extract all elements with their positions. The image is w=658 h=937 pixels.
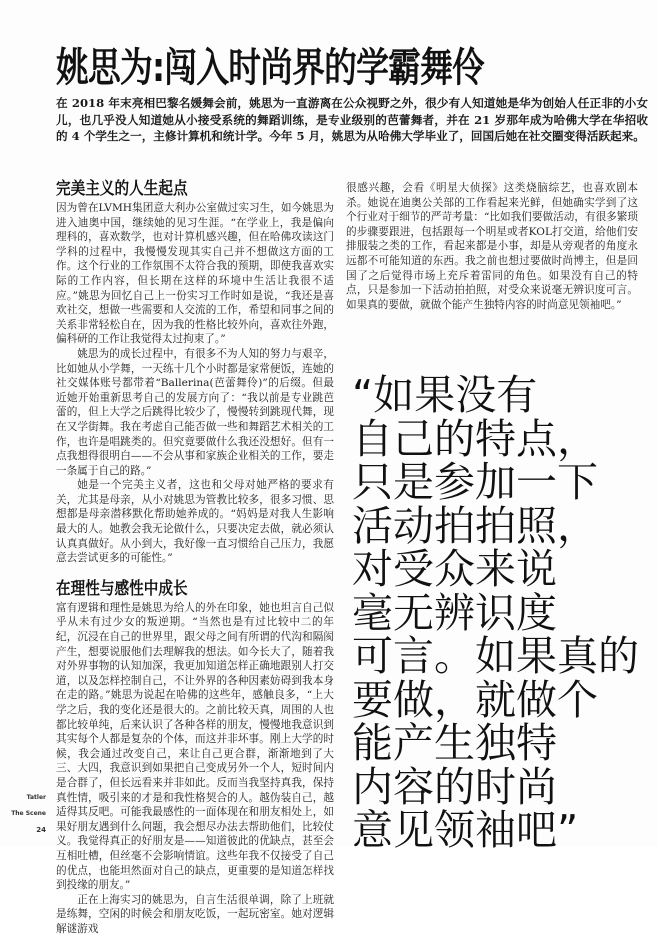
body-paragraph: 因为曾在LVMH集团意大利办公室做过实习生，如今姚思为进入迪奥中国，继续她的见习生涯。“在学业上，我是偏向理科的，喜欢数学，也对计算机感兴趣，但在哈佛攻读这门学科的过程中，我慢慢发现其实自己并不想做这方面的工作。这个行业的工作氛围不太符合我的预期，即使我喜欢实际的工作内容，但长期在这样的环境中生活让我很不适应。”姚思为回忆自己上一份实习工作时如是说，“我还是喜欢社交，想做一些需要和人交流的工作，希望和同事之间的关系非常轻松自在，因为我的性格比较外向，喜欢往外跑，偏科研的工作让我觉得太过拘束了。” — [56, 202, 334, 346]
pull-quote-line: “如果没有 — [352, 371, 538, 419]
pull-quote-line: 可言。如果真的 — [352, 632, 639, 680]
body-paragraph: 正在上海实习的姚思为，自言生活很单调，除了上班就是练舞，空闲的时候会和朋友吃饭，一起玩密室。她对逻辑解谜游戏 — [56, 893, 334, 935]
pull-quote — [352, 371, 652, 854]
article-lede: 在 2018 年末亮相巴黎名媛舞会前，姚思为一直游离在公众视野之外，很少有人知道她是华为创始人任正非的小女儿，也几乎没人知道她从小接受系统的舞蹈训练，是专业级别的芭蕾舞者，并在 21 岁那年成为哈佛大学在华招收的 4 个学生之一，主修计算机和统计学。今年 5 月，姚思为从哈佛大学毕业了，回国后她在社交圈变得活跃起来。 — [56, 96, 648, 143]
pull-quote-line: 意见领袖吧” — [352, 806, 579, 854]
pull-quote-line: 活动拍拍照， — [352, 501, 598, 550]
section-heading-perfectionism: 完美主义的人生起点 — [56, 179, 188, 199]
pull-quote-line: 能产生独特 — [352, 719, 557, 767]
section-heading-rational-emotional: 在理性与感性中成长 — [56, 578, 188, 599]
pull-quote-line: 要做，就做个 — [352, 675, 598, 724]
footer-page-number: 24 — [36, 826, 46, 834]
left-column — [56, 176, 334, 937]
footer-magazine-name: Tatler — [26, 794, 46, 801]
body-paragraph: 她是一个完美主义者，这也和父母对她严格的要求有关，尤其是母亲，从小对姚思为管教比较多，很多习惯、思想都是母亲潜移默化帮助她养成的。“妈妈是对我人生影响最大的人。她教会我无论做什么，只要决定去做，就必须认认真真做好。从小到大，我好像一直习惯给自己压力，我愿意去尝试更多的可能性。” — [56, 479, 334, 565]
pull-quote-line: 毫无辨识度 — [352, 588, 557, 637]
pull-quote-line: 只是参加一下 — [352, 458, 598, 506]
right-column — [346, 181, 638, 312]
article-title: 姚思为:闯入时尚界的学霸舞伶 — [56, 45, 485, 91]
body-paragraph-continued: 很感兴趣，会看《明星大侦探》这类烧脑综艺，也喜欢剧本杀。她说在迪奥公关部的工作看起来光鲜，但她确实学到了这个行业对于细节的严苛考量：“比如我们要做活动，有很多繁琐的步骤要跟进，包括跟每一个明星或者KOL打交道，给他们安排服装之类的工作，看起来都是小事，却是从旁观者的角度永远都不可能知道的东西。我之前也想过要做时尚博主，但是回国了之后觉得市场上充斥着雷同的角色。如果没有自己的特点，只是参加一下活动拍拍照，对受众来说毫无辨识度可言。如果真的要做，就做个能产生独特内容的时尚意见领袖吧。” — [346, 182, 638, 311]
pull-quote-line: 对受众来说 — [352, 545, 557, 593]
pull-quote-line: 内容的时尚 — [352, 762, 557, 811]
footer-section-name: The Scene — [11, 810, 46, 817]
body-paragraph: 富有逻辑和理性是姚思为给人的外在印象，她也坦言自己似乎从未有过少女的叛逆期。“当然也是有过比较中二的年纪，沉浸在自己的世界里，跟父母之间有所谓的代沟和隔阂产生，想要说服他们去理解我的想法。如今长大了，随着我对外界事物的认知加深，我更加知道怎样正确地跟别人打交道，以及怎样控制自己，不让外界的各种因素妨碍到我本身在走的路。”姚思为说起在哈佛的这些年，感触良多，“上大学之后，我的变化还是很大的。之前比较天真，周围的人也都比较单纯，后来认识了各种各样的朋友，慢慢地我意识到其实每个人都是复杂的个体，而这并非坏事。刚上大学的时候，我会通过改变自己，来让自己更合群，渐渐地到了大三、大四，我意识到如果把自己变成另外一个人，短时间内是合群了，但长远看来并非如此。反而当我坚持真我，保持真性情，吸引来的才是和我性格契合的人。越伪装自己，越适得其反吧。可能我最感性的一面体现在和朋友相处上，如果好朋友遇到什么问题，我会想尽办法去帮助他们，比较仗义。我觉得真正的好朋友是——知道彼此的优缺点，甚至会互相吐槽，但丝毫不会影响情谊。这些年我不仅接受了自己的优点，也能坦然面对自己的缺点，更重要的是知道怎样找到投缘的朋友。” — [56, 601, 334, 892]
pull-quote-line: 自己的特点， — [352, 414, 598, 463]
body-paragraph: 姚思为的成长过程中，有很多不为人知的努力与艰辛，比如她从小学舞，一天练十几个小时都是家常便饭，连她的社交媒体账号都带着“Ballerina(芭蕾舞伶)”的后缀。但最近她开始重新思考自己的发展方向了：“我以前是专业跳芭蕾的，但上大学之后跳得比较少了，慢慢转到跳现代舞，现在又学街舞。我在考虑自己能否做一些和舞蹈艺术相关的工作，也许是唱跳类的。但究竟要做什么我还没想好。但有一点我想得很明白——不会从事和家族企业相关的工作，要走一条属于自己的路。” — [56, 347, 334, 477]
